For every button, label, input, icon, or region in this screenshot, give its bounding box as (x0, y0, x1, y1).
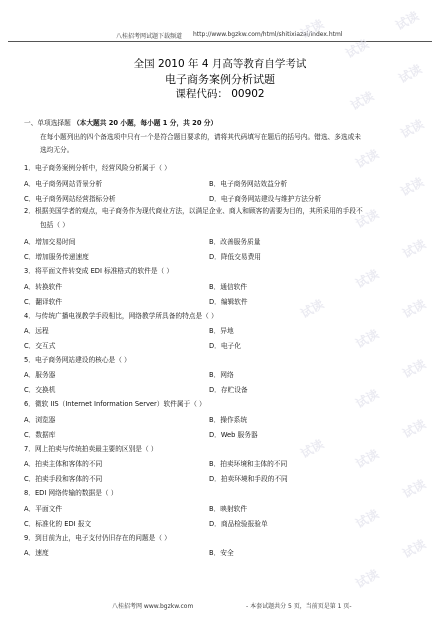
option-c: C．翻译软件 (24, 298, 63, 306)
option-b: B．映射软件 (209, 505, 248, 513)
option-c: C．增加服务传递速度 (24, 253, 89, 261)
section-instruction: 在每小题列出的四个备选项中只有一个是符合题目要求的，请将其代码填写在题后的括号内。错选、多选或未 (40, 133, 361, 141)
question-stem: 9．到目前为止，电子支付仍旧存在的问题是（ ） (24, 534, 171, 542)
watermark-text: 试读 (353, 146, 382, 171)
page-header (0, 29, 440, 41)
option-b: B．异地 (209, 327, 234, 335)
footer-page-info: - 本套试题共分 5 页，当前页是第 1 页- (246, 603, 352, 610)
watermark-text: 试读 (348, 88, 377, 113)
watermark-text: 试读 (353, 206, 382, 231)
option-c: C．电子商务网站经营指标分析 (24, 195, 116, 203)
option-a: A．拍卖主体和客体的不同 (24, 460, 103, 468)
option-d: D．电子商务网站建设与维护方法分析 (209, 195, 322, 203)
option-a: A．速度 (24, 549, 49, 557)
option-d: D．Web 服务器 (209, 431, 258, 439)
watermark-text: 试读 (398, 116, 427, 141)
option-d: D．存贮设备 (209, 386, 248, 394)
option-d: D．拍卖环境和手段的不同 (209, 475, 288, 483)
exam-subject: 电子商务案例分析试题 (165, 73, 275, 86)
option-d: D．电子化 (209, 342, 241, 350)
option-b: B．拍卖环境和主体的不同 (209, 460, 288, 468)
option-a: A．电子商务网站背景分析 (24, 180, 103, 188)
option-d: D．降低交易费用 (209, 253, 261, 261)
watermark-text: 试读 (298, 16, 327, 41)
watermark-text: 试读 (400, 356, 429, 381)
watermark-text: 试读 (298, 436, 327, 461)
header-divider (8, 41, 432, 42)
footer-site: 八桂招考网 www.bgzkw.com (112, 603, 194, 610)
option-d: D．商品检验报验单 (209, 520, 268, 528)
option-b: B．改善服务质量 (209, 238, 261, 246)
watermark-text: 试读 (400, 476, 429, 501)
watermark-text: 试读 (353, 386, 382, 411)
section-detail: （本大题共 20 小题，每小题 1 分，共 20 分） (72, 119, 218, 127)
question-stem: 7．网上拍卖与传统拍卖最主要的区别是（ ） (24, 445, 158, 453)
course-code: 课程代码： 00902 (175, 88, 265, 100)
watermark-text: 试读 (400, 296, 429, 321)
question-stem: 3．将平面文件转变成 EDI 标准格式的软件是（ ） (24, 267, 174, 275)
watermark-text: 试读 (298, 296, 327, 321)
watermark-text: 试读 (353, 266, 382, 291)
option-b: B．通信软件 (209, 283, 248, 291)
question-stem: 2．根据美国学者的观点，电子商务作为现代商业方法，以满足企业、商人和顾客的需要为目的，其所采用的手段不 (24, 207, 363, 215)
watermark-text: 试读 (396, 61, 425, 86)
option-b: B．电子商务网站效益分析 (209, 180, 288, 188)
option-b: B．操作系统 (209, 416, 248, 424)
watermark-text: 试读 (343, 36, 372, 61)
watermark-text: 试读 (353, 326, 382, 351)
option-b: B．网络 (209, 371, 234, 379)
question-stem: 6．微软 IIS（Internet Information Server）软件属于（ ） (24, 400, 206, 408)
watermark-text: 试读 (400, 536, 429, 561)
watermark-text: 试读 (353, 506, 382, 531)
question-stem: 5．电子商务网站建设的核心是（ ） (24, 356, 131, 364)
question-stem: 1．电子商务案例分析中，经营风险分析属于（ ） (24, 164, 171, 172)
option-a: A．远程 (24, 327, 49, 335)
option-c: C．数据库 (24, 431, 56, 439)
question-stem: 8．EDI 网络传输的数据是（ ） (24, 489, 118, 497)
option-c: C．标准化的 EDI 报文 (24, 520, 92, 528)
option-c: C．交换机 (24, 386, 56, 394)
watermark-text: 试读 (393, 8, 422, 33)
option-c: C．交互式 (24, 342, 56, 350)
option-b: B．安全 (209, 549, 234, 557)
option-c: C．拍卖手段和客体的不同 (24, 475, 103, 483)
header-url[interactable]: http://www.bgzkw.com/html/shitixiazai/index.html (193, 31, 343, 38)
question-stem-cont: 包括（ ） (40, 221, 69, 229)
option-d: D．编辑软件 (209, 298, 248, 306)
section-prefix: 一、单项选择题 (24, 119, 71, 127)
option-a: A．浏览器 (24, 416, 56, 424)
exam-title: 全国 2010 年 4 月高等教育自学考试 (133, 58, 307, 70)
option-a: A．转换软件 (24, 283, 63, 291)
watermark-text: 试读 (400, 416, 429, 441)
question-stem: 4．与传统广播电视教学手段相比，网络教学所具备的特点是（ ） (24, 312, 218, 320)
option-a: A．增加交易时间 (24, 238, 76, 246)
watermark-text: 试读 (353, 566, 382, 591)
header-site-name: 八桂招考网试题下载频道 (116, 33, 183, 40)
section-heading (24, 117, 217, 127)
section-instruction-cont: 选均无分。 (40, 146, 74, 154)
option-a: A．平面文件 (24, 505, 63, 513)
watermark-text: 试读 (398, 174, 427, 199)
watermark-text: 试读 (353, 446, 382, 471)
watermark-text: 试读 (400, 236, 429, 261)
option-a: A．服务器 (24, 371, 56, 379)
